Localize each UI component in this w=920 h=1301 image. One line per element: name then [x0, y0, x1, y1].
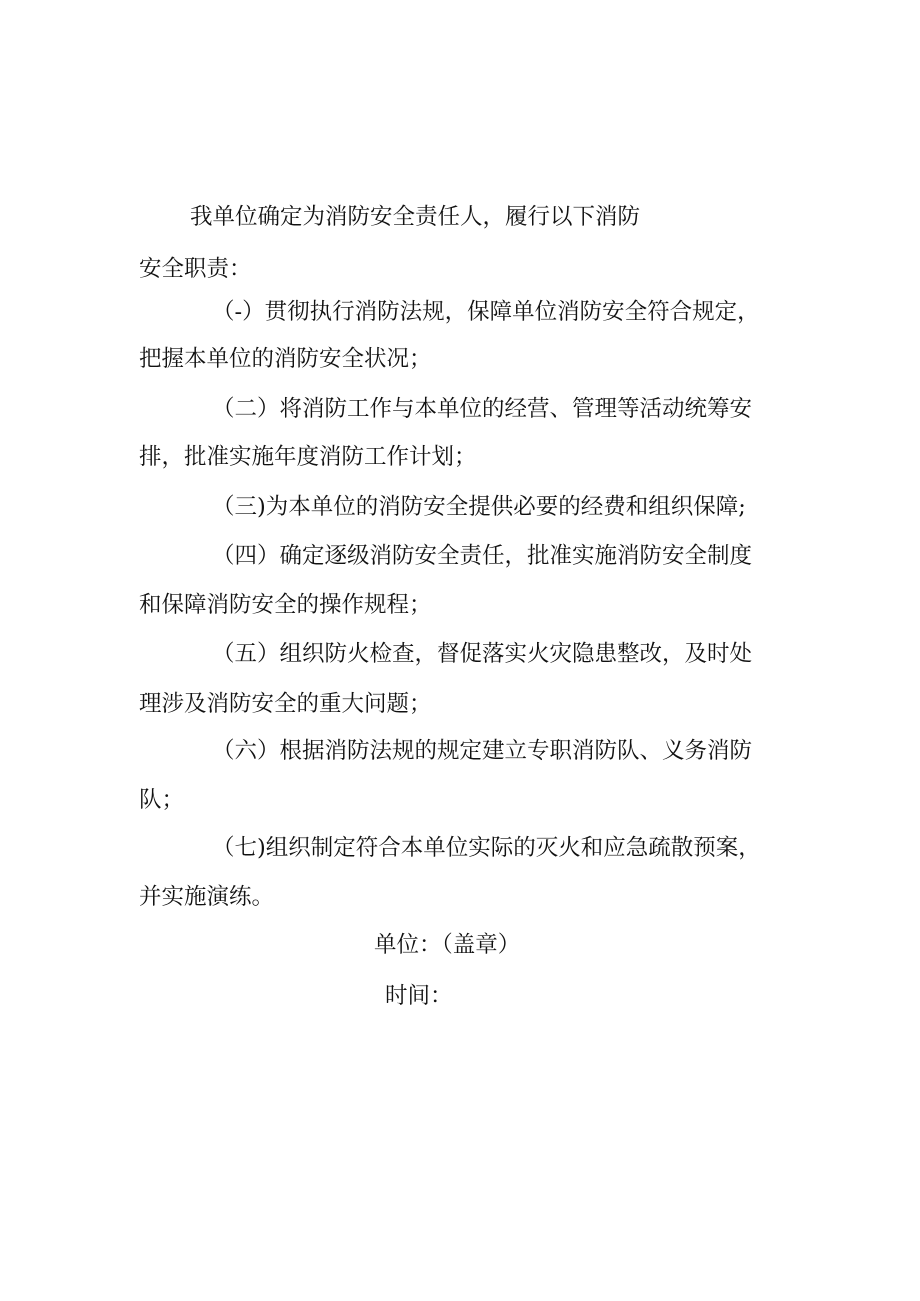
duty-1-line-1: （-）贯彻执行消防法规，保障单位消防安全符合规定，	[212, 299, 760, 325]
intro-line-1: 我单位确定为消防安全责任人，履行以下消防	[190, 204, 641, 230]
signature-unit: 单位：（盖章）	[374, 932, 521, 958]
duty-2-line-1: （二）将消防工作与本单位的经营、管理等活动统筹安	[212, 396, 753, 422]
duty-6-line-1: （六）根据消防法规的规定建立专职消防队、义务消防	[212, 738, 753, 764]
duty-3-line-1: （三)为本单位的消防安全提供必要的经费和组织保障;	[212, 494, 746, 520]
duty-5-line-1: （五）组织防火检查，督促落实火灾隐患整改，及时处	[212, 641, 753, 667]
duty-6-line-2: 队；	[139, 787, 185, 813]
intro-line-2: 安全职责：	[139, 256, 252, 282]
duty-7-line-1: （七)组织制定符合本单位实际的灭火和应急疏散预案，	[212, 835, 761, 861]
duty-5-line-2: 理涉及消防安全的重大问题；	[139, 691, 432, 717]
duty-2-line-2: 排，批准实施年度消防工作计划；	[139, 444, 477, 470]
duty-4-line-1: （四）确定逐级消防安全责任，批准实施消防安全制度	[212, 543, 753, 569]
signature-time: 时间：	[385, 983, 453, 1009]
duty-4-line-2: 和保障消防安全的操作规程；	[139, 592, 432, 618]
duty-7-line-2: 并实施演练。	[139, 884, 275, 910]
duty-1-line-2: 把握本单位的消防安全状况；	[139, 346, 432, 372]
